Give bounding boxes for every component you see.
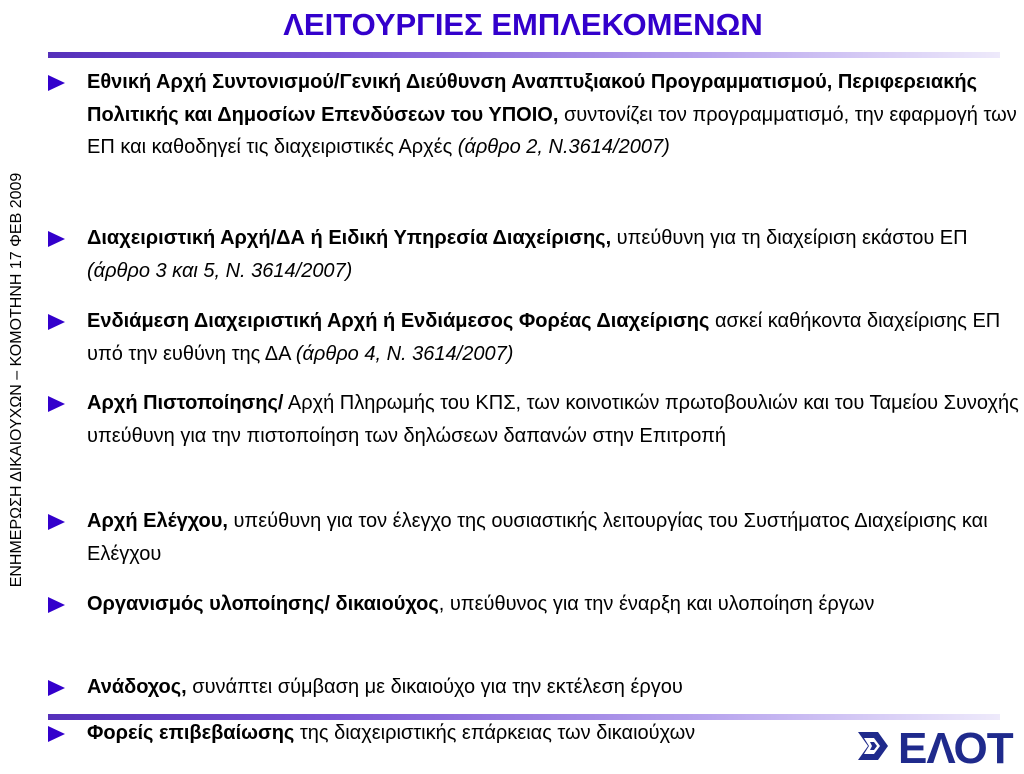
item-heading: Αρχή Πιστοποίησης/ bbox=[87, 392, 284, 414]
triangle-bullet-icon bbox=[48, 514, 65, 530]
item-heading: Ανάδοχος, bbox=[87, 676, 187, 698]
item-text bbox=[87, 588, 1020, 621]
logo-text: ΕΛΟΤ bbox=[898, 724, 1013, 773]
title-divider bbox=[48, 52, 1000, 58]
item-text bbox=[87, 505, 1020, 570]
triangle-bullet-icon bbox=[48, 396, 65, 412]
list-item bbox=[48, 588, 1020, 621]
triangle-bullet-icon bbox=[48, 597, 65, 613]
list-item bbox=[48, 671, 1020, 704]
page-title: ΛΕΙΤΟΥΡΓΙΕΣ ΕΜΠΛΕΚΟΜΕΝΩΝ bbox=[283, 7, 763, 42]
list-item bbox=[48, 222, 1020, 287]
triangle-bullet-icon bbox=[48, 726, 65, 742]
item-reference: (άρθρο 4, Ν. 3614/2007) bbox=[295, 342, 514, 365]
item-description: συντονίζει τον προγραμματισμό, την εφαρμογή των ΕΠ και καθοδηγεί τις διαχειριστικές Αρχές bbox=[87, 103, 1017, 158]
item-text bbox=[87, 305, 1020, 370]
list-item bbox=[48, 717, 868, 750]
item-text bbox=[87, 222, 1020, 287]
triangle-bullet-icon bbox=[48, 314, 65, 330]
list-item bbox=[48, 387, 1020, 452]
item-text bbox=[87, 717, 868, 750]
elot-logo bbox=[858, 724, 1013, 773]
item-description: , υπεύθυνος για την έναρξη και υλοποίηση έργων bbox=[438, 593, 875, 615]
item-description: ασκεί καθήκοντα διαχείρισης ΕΠ υπό την ευθύνη της ΔΑ bbox=[87, 310, 1001, 365]
item-heading: Ενδιάμεση Διαχειριστική Αρχή ή Ενδιάμεσος Φορέας Διαχείρισης bbox=[87, 310, 710, 332]
elot-logo-icon bbox=[858, 724, 898, 768]
item-text bbox=[87, 66, 1020, 164]
item-heading: Εθνική Αρχή Συντονισμού/Γενική Διεύθυνση Αναπτυξιακού Προγραμματισμού, Περιφερειακής Πολιτικής και Δημοσίων Επενδύσεων του ΥΠΟΙΟ, bbox=[87, 71, 977, 126]
side-caption: ΕΝΗΜΕΡΩΣΗ ΔΙΚΑΙΟΥΧΩΝ – ΚΟΜΟΤΗΝΗ 17 ΦΕΒ 2009 bbox=[8, 172, 25, 588]
item-text bbox=[87, 387, 1020, 452]
triangle-bullet-icon bbox=[48, 231, 65, 247]
item-description: Αρχή Πληρωμής του ΚΠΣ, των κοινοτικών πρωτοβουλιών και του Ταμείου Συνοχής υπεύθυνη για την πιστοποίηση των δηλώσεων δαπανών στην Επιτροπή bbox=[87, 392, 1019, 447]
list-item bbox=[48, 66, 1020, 164]
list-item bbox=[48, 305, 1020, 370]
item-description: υπεύθυνη για τη διαχείριση εκάστου ΕΠ bbox=[611, 227, 968, 249]
item-heading: Φορείς επιβεβαίωσης bbox=[87, 722, 295, 744]
item-description: υπεύθυνη για τον έλεγχο της ουσιαστικής λειτουργίας του Συστήματος Διαχείρισης και Ελέγχου bbox=[87, 510, 988, 565]
item-heading: Αρχή Ελέγχου, bbox=[87, 510, 228, 532]
item-description: συνάπτει σύμβαση με δικαιούχο για την εκτέλεση έργου bbox=[186, 676, 683, 698]
item-reference: (άρθρο 3 και 5, Ν. 3614/2007) bbox=[87, 259, 353, 282]
item-heading: Διαχειριστική Αρχή/ΔΑ ή Ειδική Υπηρεσία Διαχείρισης, bbox=[87, 227, 612, 249]
item-reference: (άρθρο 2, Ν.3614/2007) bbox=[457, 136, 670, 158]
triangle-bullet-icon bbox=[48, 75, 65, 91]
item-heading: Οργανισμός υλοποίησης/ δικαιούχος bbox=[87, 593, 439, 615]
footer-divider bbox=[48, 714, 1000, 720]
triangle-bullet-icon bbox=[48, 680, 65, 696]
list-item bbox=[48, 505, 1020, 570]
item-text bbox=[87, 671, 1020, 704]
item-description: της διαχειριστικής επάρκειας των δικαιούχων bbox=[294, 722, 696, 744]
